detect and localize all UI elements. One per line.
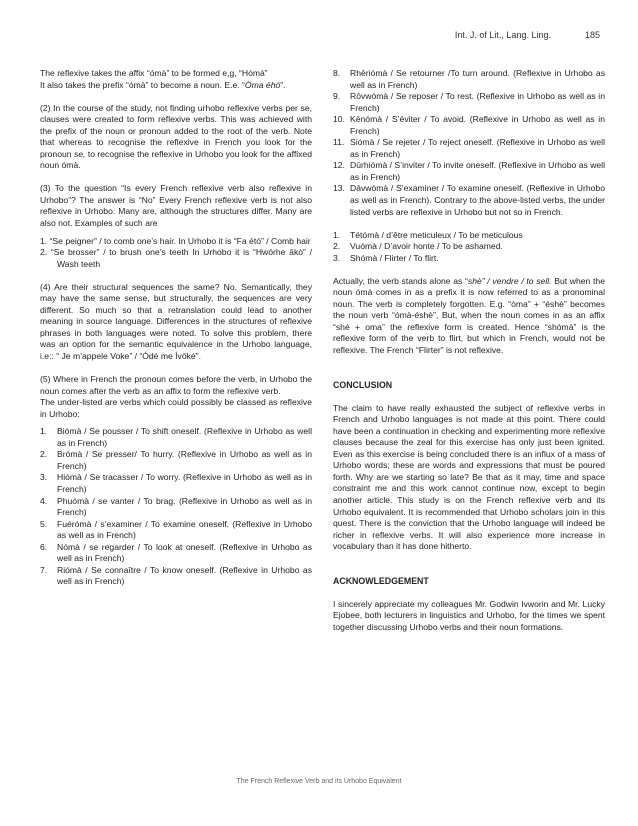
paragraph-affix: The reflexive takes the affix “ómà” to be formed e,g, “Hómà” [40,68,268,78]
list-item: 1. Tétómà / d’être meticuleux / To be meticulous [333,229,523,240]
verb-list-non-french [333,230,605,265]
conclusion-paragraph: The claim to have really exhausted the subject of reflexive verbs in French and Urhobo languages is not made at this point. There could have been a continuation in checking and experimenting more reflexive clauses because the zeal for this exercise has only just been ignited. Even as this exercise is being concluded there is an influx of a mass of Urhobo words; these are words and expressions that must be poured forth. Why are we starting so late? Be that as it may, time and space constraint me and this work cannot continue now, except to begin another article. This study is on the French reflexive verb and its Urhobo equivalent. It is recommended that Urhobo scholars join in this quest. There is the conviction that the Urhobo language will indeed be richer in reflexive verbs. It will also experience more increase in vocabulary than it has done hitherto. [333,402,605,552]
list-item: 11. Siómà / Se rejeter / To reject oneself. (Reflexive in Urhobo as well as in French) [333,137,605,159]
list-item: 2. Vuómà / D’avoir honte / To be ashamed. [333,241,503,252]
paragraph-actually: Actually, the verb stands alone as “shè” / vendre / to sell. But when the noun ómà comes in as a prefix it is now referred to as a pronominal noun. The verb is completely forgotten. E.g. “òma” + “éshè” becomes the noun verb “ómà-éshè”, But, when the noun comes in as an affix “shé + oma” the reflexive form is created. Hence “shómà” is the reflexive form of the verb to flirt, but which in French, would not be reflexive. The French “Flirter” is not reflexive. [333,275,605,356]
left-column [40,68,312,588]
example-2: 2. “Se brosser” / to brush one’s teeth In Urhobo it is “Hwórhe ākò” / Wash teeth [40,247,312,269]
list-item: 3. Shómà / Flirter / To flirt. [333,252,439,263]
example-noun: Òma éhó [244,79,281,90]
list-item: 3. Hiómà / Se tracasser / To worry. (Reflexive in Urhobo as well as in French) [40,472,312,494]
paragraph-prefix: It also takes the prefix “ómà” to become a noun. E.e. “Òma éhó”. [40,79,286,90]
list-item: 5. Fuérómà / s’examiner / To examine oneself. (Reflexive in Urhobo as well as in French) [40,518,312,541]
example-1: 1. “Se peigner” / to comb one’s hair. In Urhobo it is “Fa étó” / Comb hair [40,235,311,246]
list-item: 7. Riómà / Se connaître / To know oneself. (Reflexive in Urhobo as well as in French) [40,564,312,587]
acknowledgement-heading: ACKNOWLEDGEMENT [333,575,429,586]
paragraph-5: (5) Where in French the pronoun comes before the verb, in Urhobo the noun comes after the verb as an affix to form the reflexive verb. [40,374,312,396]
list-item: 9. Rōvwómà / Se reposer / To rest. (Reflexive in Urhobo as well as in French) [333,91,605,113]
paragraph-4: (4) Are their structural sequences the same? No. Semantically, they may have the same sense, but structurally, the sequences are very different. So much so that a retranslation could lead to another meaning in source language. Differences in the structures of reflexive phrases in both languages were noted. To solve this problem, there was an option for the semantic equivalence in the Urhobo language, i.e:: “ Je m’appele Voke” / “Ódé me Ívōké”. [40,281,312,361]
journal-name: Int. J. of Lit., Lang. Ling. [454,30,551,40]
list-item: 2. Brómà / Se presser/ To hurry. (Reflexive in Urhobo as well as in French) [40,449,312,471]
paragraph-6: The under-listed are verbs which could possibly be classed as reflexive in Urhobo: [40,397,312,419]
verb-list-right [333,68,605,218]
running-header [455,30,600,40]
list-item: 10. Kēnómà / S’éviter / To avoid. (Reflexive in Urhobo as well as in French) [333,114,605,136]
list-item: 4. Phuómà / se vanter / To brag. (Reflexive in Urhobo as well as in French) [40,495,312,518]
paragraph-3: (3) To the question “Is every French reflexive verb also reflexive in Urhobo”? The answer is “No” Every French reflexive verb is not also reflexive in Urhobo. Many are, although the structures differ. Many are also not. Examples of such are [40,183,312,229]
paragraph-2: (2) In the course of the study, not finding urhobo reflexive verbs per se, clauses were created to form reflexive verbs. This was achieved with the prefix of the noun or pronoun added to the root of the verb. Note that whereas to recognise the reflexive in French you look for the pronoun se, to recognise the reflexive in Urhobo you look for the affixed noun ómà. [40,102,312,171]
verb-list-left [40,426,312,588]
acknowledgement-paragraph: I sincerely appreciate my colleagues Mr. Godwin Ivworin and Mr. Lucky Ejobee, both lecturers in linguistics and Urhobo, for the times we spent together discussing Urhobo verbs and their noun formations. [333,598,605,632]
conclusion-heading: CONCLUSION [333,379,393,390]
list-item: 13. Dāvwòmà / S’examiner / To examine oneself. (Reflexive in Urhobo as well as in French). Contrary to the above-listed verbs, the under listed verbs are reflexive in Urhobo but not so in French. [333,183,605,217]
list-item: 6. Nómà / se regarder / To look at oneself. (Reflexive in Urhobo as well as in French) [40,541,312,564]
list-item: 12. Dūrhiómà / S’inviter / To invite oneself. (Reflexive in Urhobo as well as in French) [333,160,605,182]
list-item: 1. Biómà / Se pousser / To shift oneself. (Reflexive in Urhobo as well as in French) [40,426,312,448]
page-number: 185 [584,30,600,40]
right-column [333,68,605,633]
page-footer: The French Reflexive Verb and its Urhobo Equivalent [236,778,402,785]
list-item: 8. Rhēriómà / Se retourner /To turn around. (Reflexive in Urhobo as well as in French) [333,68,605,90]
